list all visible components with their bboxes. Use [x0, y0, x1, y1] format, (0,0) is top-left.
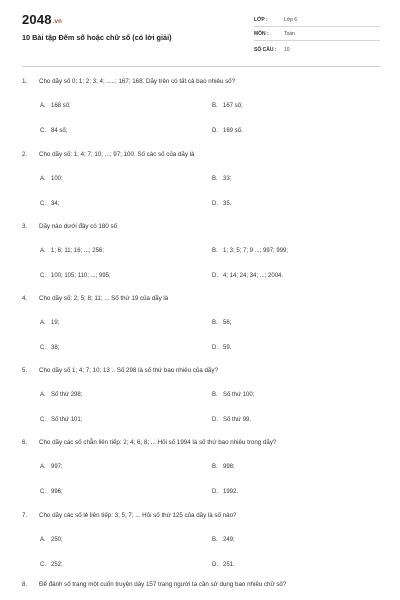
option-a[interactable]: A. 168 số; — [40, 103, 71, 109]
option-a[interactable]: A. 19; — [40, 320, 60, 326]
meta-row-class — [254, 12, 380, 27]
question-number: 7. — [22, 512, 28, 519]
option-a[interactable]: A. 100; — [40, 176, 63, 182]
option-d[interactable]: D. Số thứ 99. — [212, 417, 252, 423]
option-a[interactable]: A. 250; — [40, 537, 63, 543]
question-stem: 4. Cho dãy số: 2; 5; 8; 11; ... Số thứ 19 của dãy là — [22, 295, 169, 302]
header-divider — [22, 66, 380, 67]
question-stem: 2. Cho dãy số: 1; 4; 7; 10; ...; 97; 100. Số các số của dãy là — [22, 151, 195, 158]
option-c[interactable]: C. 38; — [40, 345, 60, 351]
option-c[interactable]: C. 84 số; — [40, 128, 68, 134]
question-number: 8. — [22, 581, 28, 588]
option-d[interactable]: D. 169 số. — [212, 128, 243, 134]
question-number: 6. — [22, 439, 28, 446]
question-stem: 7. Cho dãy các số lẻ liên tiếp: 3; 5; 7; ... Hỏi số thứ 125 của dãy là số nào? — [22, 512, 237, 519]
option-b[interactable]: B. 167 số; — [212, 103, 243, 109]
question-number: 4. — [22, 295, 28, 302]
document-title: 10 Bài tập Đếm số hoặc chữ số (có lời giải) — [22, 33, 172, 42]
meta-label: MÔN : — [254, 31, 269, 37]
option-d[interactable]: D. 4; 14; 24; 34; ...; 2004. — [212, 273, 284, 279]
option-a[interactable]: A. 997; — [40, 464, 63, 470]
option-b[interactable]: B. 1; 3; 5; 7; 9 ...; 997; 999; — [212, 248, 289, 254]
option-b[interactable]: B. Số thứ 100; — [212, 392, 255, 398]
option-b[interactable]: B. 249; — [212, 537, 235, 543]
meta-row-question-count — [254, 41, 380, 56]
option-d[interactable]: D. 35. — [212, 201, 232, 207]
meta-label: LỚP : — [254, 16, 268, 23]
option-c[interactable]: C. 100; 105; 110; ...; 995; — [40, 273, 111, 279]
option-c[interactable]: C. Số thứ 101; — [40, 417, 83, 423]
option-a[interactable]: A. Số thứ 298; — [40, 392, 83, 398]
option-d[interactable]: D. 59. — [212, 345, 232, 351]
document-meta — [254, 12, 380, 56]
meta-row-subject — [254, 27, 380, 42]
question-stem: 8. Để đánh số trang một cuốn truyện dày 157 trang người ta cần sử dụng bao nhiêu chữ số? — [22, 581, 287, 588]
question-number: 2. — [22, 151, 28, 158]
meta-label: SỐ CÂU : — [254, 46, 277, 53]
option-b[interactable]: B. 998; — [212, 464, 235, 470]
question-stem: 1. Cho dãy số 0; 1; 2; 3; 4; .....; 167; 168. Dãy trên có tất cả bao nhiêu số? — [22, 78, 236, 85]
question-number: 5. — [22, 367, 28, 374]
option-c[interactable]: C. 252; — [40, 562, 63, 568]
document-header — [0, 0, 400, 66]
question-stem: 6. Cho dãy các số chẵn liên tiếp: 2; 4; 6; 8; ... Hỏi số 1994 là số thứ bao nhiêu trong dãy? — [22, 439, 277, 446]
option-b[interactable]: B. 33; — [212, 176, 232, 182]
question-stem: 5. Cho dãy số 1; 4; 7; 10; 13 .. Số 298 là số thứ bao nhiêu của dãy? — [22, 367, 218, 374]
option-d[interactable]: D. 1992. — [212, 489, 239, 495]
option-b[interactable]: B. 56; — [212, 320, 232, 326]
meta-value: Toán — [284, 31, 295, 37]
question-number: 3. — [22, 223, 28, 230]
option-c[interactable]: C. 996; — [40, 489, 63, 495]
meta-value: 10 — [284, 46, 290, 53]
question-stem: 3. Dãy nào dưới đây có 180 số — [22, 223, 118, 230]
logo-suffix: .vn — [52, 19, 63, 25]
site-logo[interactable]: 2048.vn — [22, 12, 63, 27]
option-a[interactable]: A. 1; 6; 11; 16; ...; 256; — [40, 248, 104, 254]
question-number: 1. — [22, 78, 28, 85]
meta-value: Lớp 6 — [284, 16, 298, 23]
option-d[interactable]: D. 251. — [212, 562, 235, 568]
option-c[interactable]: C. 34; — [40, 201, 60, 207]
